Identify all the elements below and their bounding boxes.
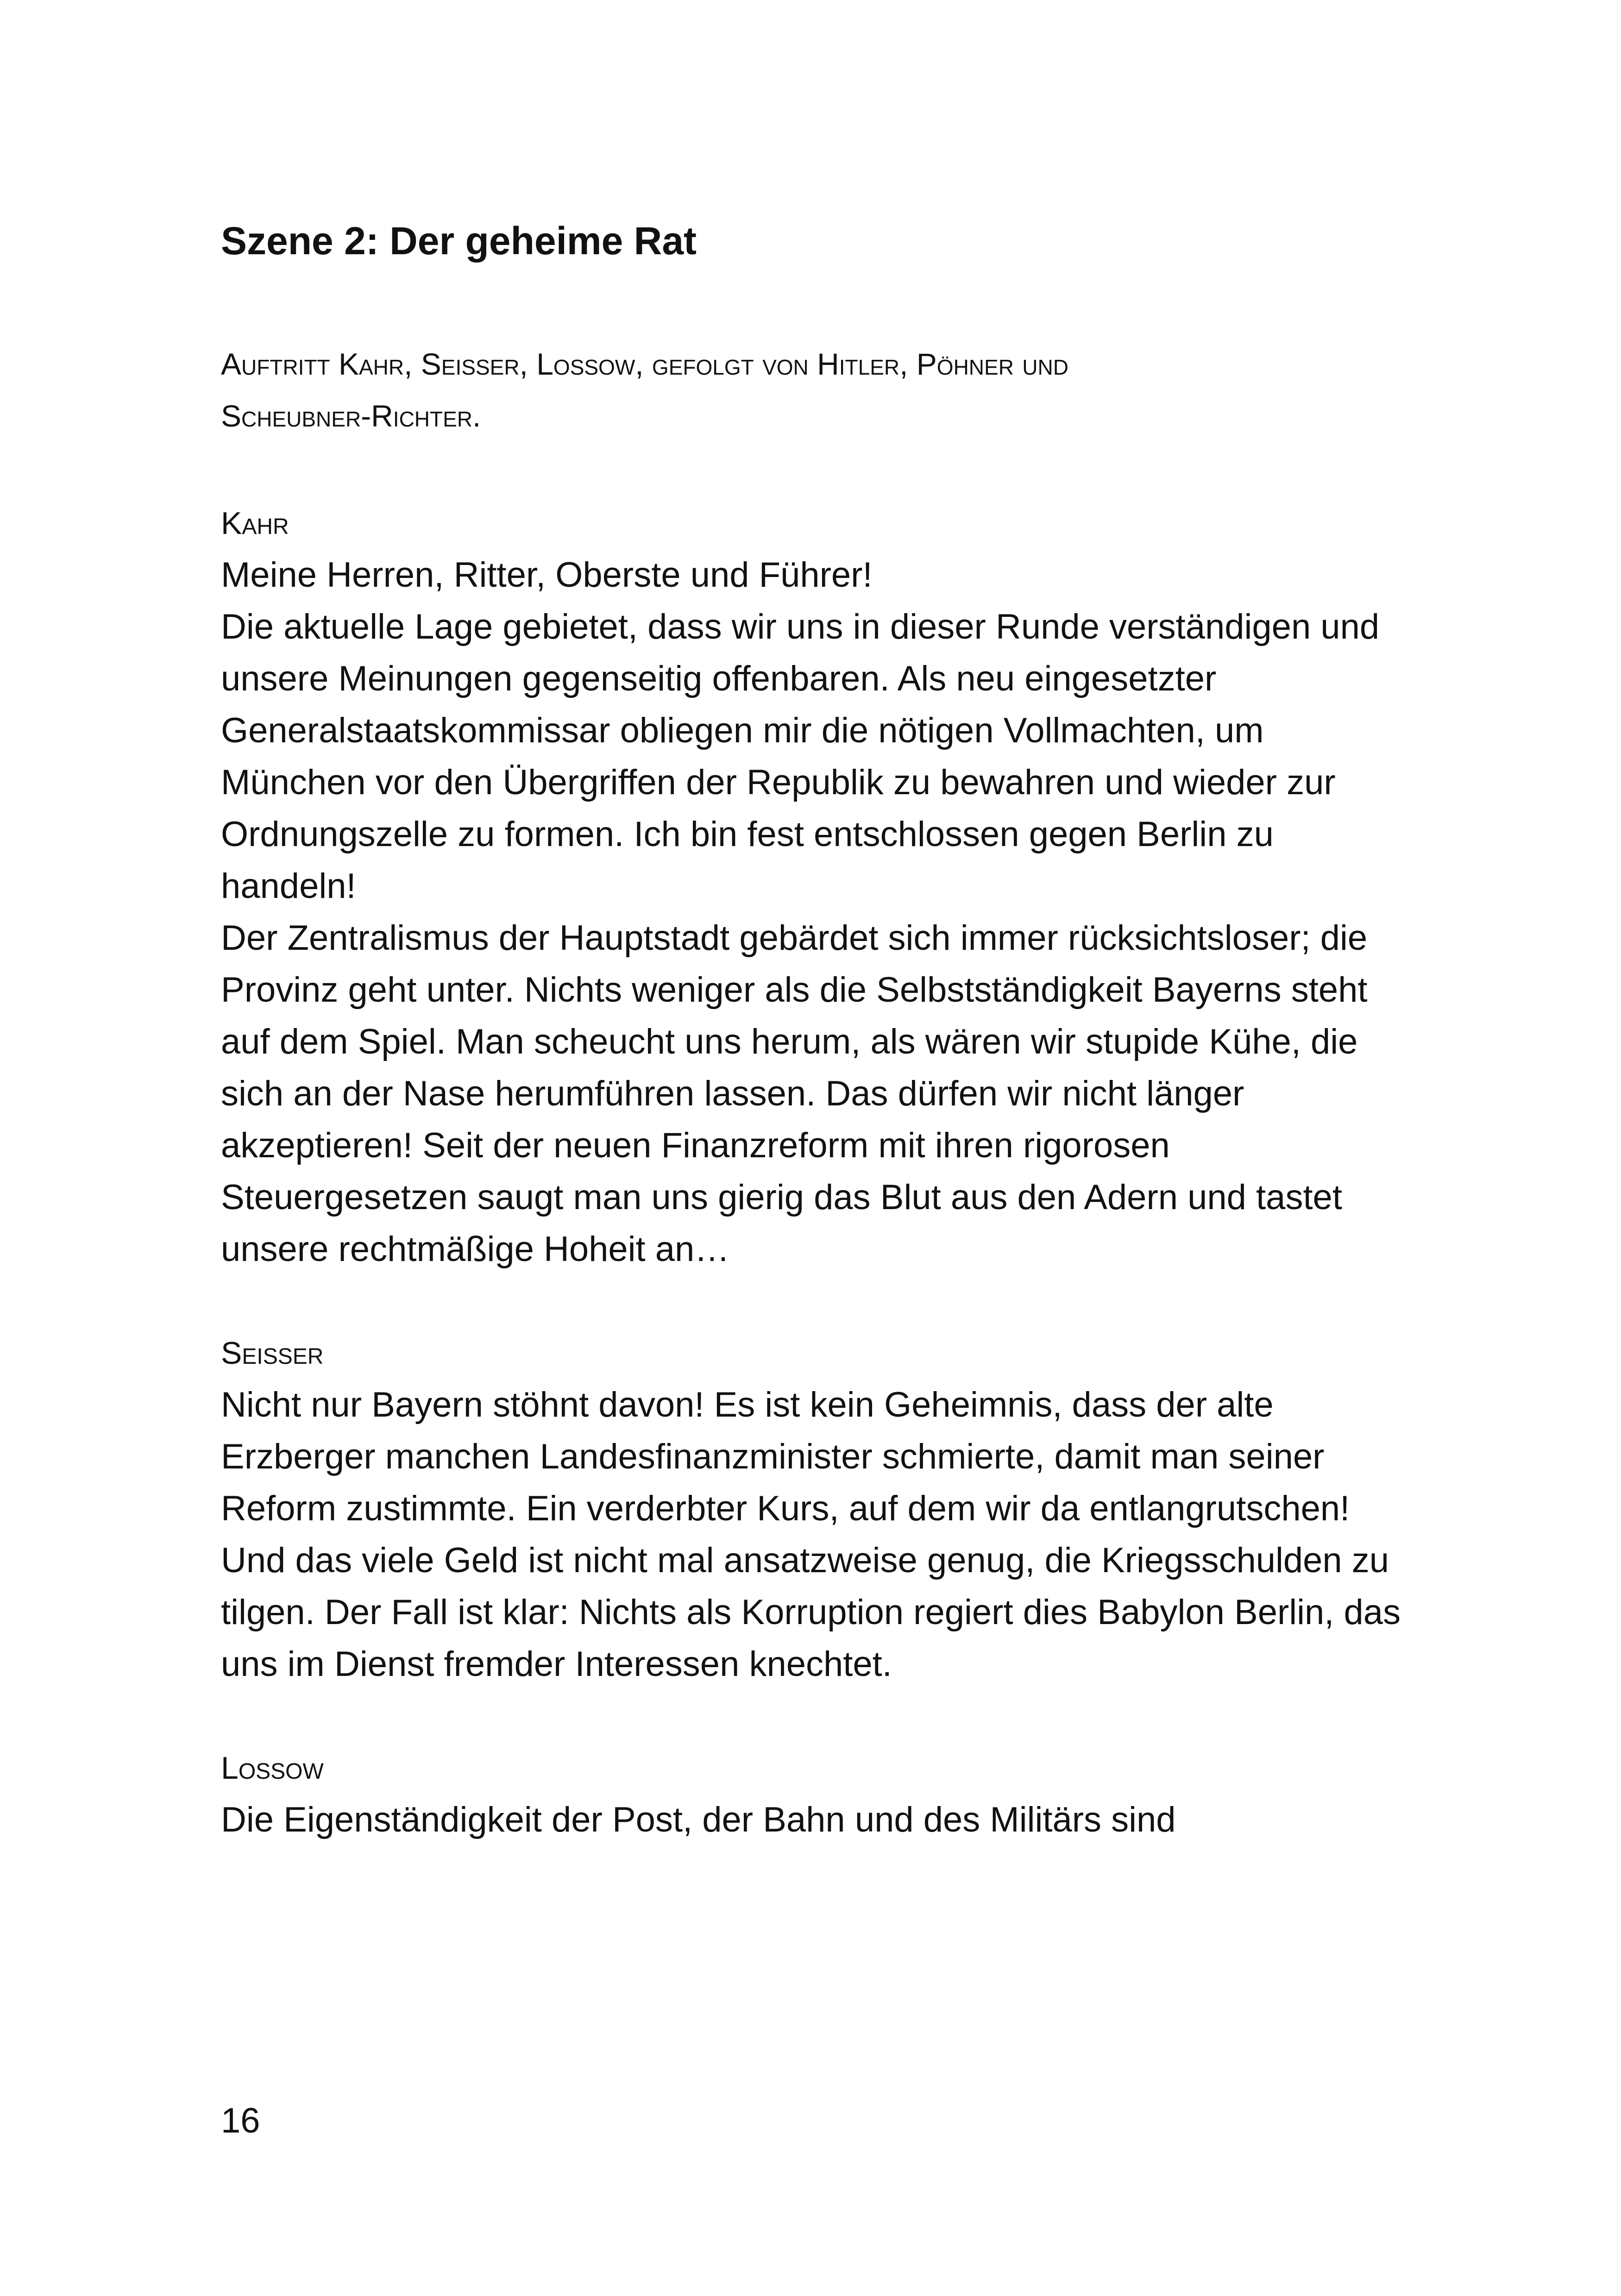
- stage-direction: [221, 338, 1407, 442]
- stage-direction-line-2: Scheubner-Richter.: [221, 399, 481, 433]
- speaker-name: Kahr: [221, 506, 289, 541]
- speaker-name: Lossow: [221, 1750, 324, 1786]
- text-column: [221, 218, 1407, 1846]
- speech: [221, 549, 1407, 1275]
- speaker-name: Seisser: [221, 1336, 324, 1371]
- dialogue-block-seisser: [221, 1327, 1407, 1690]
- speech-paragraph: Die Eigenständigkeit der Post, der Bahn und des Militärs sind: [221, 1800, 1176, 1839]
- speech-paragraph: Der Zentralismus der Hauptstadt gebärdet sich immer rücksichtsloser; die Provinz geht unter. Nichts weniger als die Selbstständigkeit Bayerns steht auf dem Spiel. Man scheucht uns herum, als wären wir stupide Kühe, die sich an der Nase herumführen lassen. Das dürfen wir nicht länger akzeptieren! Seit der neuen Finanzreform mit ihren rigorosen Steuergesetzen saugt man uns gierig das Blut aus den Adern und tastet unsere rechtmäßige Hoheit an…: [221, 918, 1368, 1269]
- dialogue-block-lossow: [221, 1742, 1407, 1846]
- speech: [221, 1379, 1407, 1690]
- dialogue-block-kahr: [221, 497, 1407, 1275]
- speech: [221, 1794, 1407, 1846]
- scene-title: Szene 2: Der geheime Rat: [221, 219, 697, 263]
- speech-paragraph: Die aktuelle Lage gebietet, dass wir uns in dieser Runde verständigen und unsere Meinungen gegenseitig offenbaren. Als neu eingesetzter Generalstaatskommissar obliegen mir die nötigen Vollmachten, um München vor den Übergriffen der Republik zu bewahren und wieder zur Ordnungszelle zu formen. Ich bin fest entschlossen gegen Berlin zu handeln!: [221, 607, 1380, 906]
- speech-paragraph: Meine Herren, Ritter, Oberste und Führer!: [221, 555, 873, 595]
- page-number: 16: [221, 2101, 260, 2140]
- speech-paragraph: Nicht nur Bayern stöhnt davon! Es ist kein Geheimnis, dass der alte Erzberger manchen Landesfinanzminister schmierte, damit man seiner Reform zustimmte. Ein verderbter Kurs, auf dem wir da entlangrutschen! Und das viele Geld ist nicht mal ansatzweise genug, die Kriegsschulden zu tilgen. Der Fall ist klar: Nichts als Korruption regiert dies Babylon Berlin, das uns im Dienst fremder Interessen knechtet.: [221, 1385, 1401, 1684]
- stage-direction-line-1: Auftritt Kahr, Seisser, Lossow, gefolgt von Hitler, Pöhner und: [221, 347, 1068, 381]
